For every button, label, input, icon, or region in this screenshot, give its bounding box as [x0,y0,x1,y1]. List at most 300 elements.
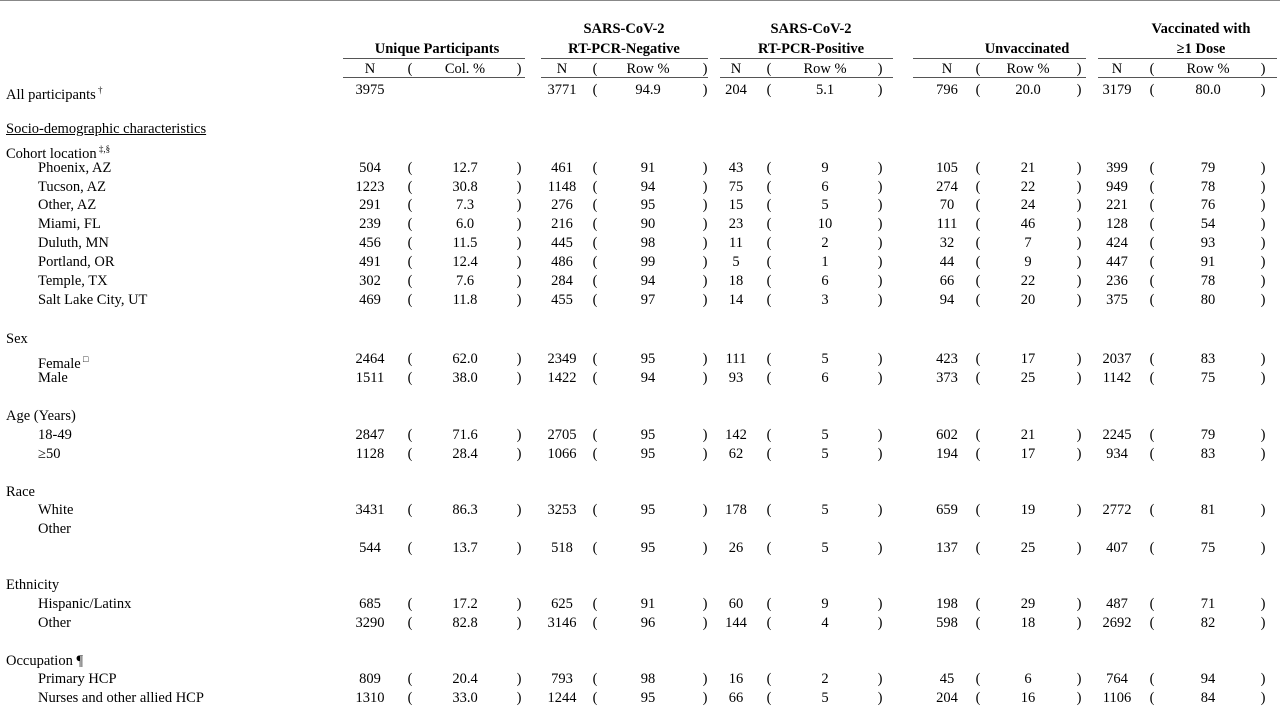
cell-pct: 19 [1020,502,1036,518]
cell-close-paren: ) [702,427,708,443]
cell-close-paren: ) [877,671,883,687]
cell-pct: 79 [1200,427,1216,443]
cell-open-paren: ( [407,370,413,386]
cell-open-paren: ( [766,596,772,612]
cell-n: 204 [725,82,747,98]
cell-close-paren: ) [1260,615,1266,631]
cell-pct: 9 [1024,254,1032,270]
cell-close-paren: ) [516,690,522,706]
cell-open-paren: ( [1149,235,1155,251]
row-label: Tucson, AZ [38,179,106,195]
cell-n: 602 [936,427,958,443]
cell-open-paren: ( [766,82,772,98]
cell-pct: 62.0 [452,351,478,367]
cell-close-paren: ) [702,273,708,289]
cell-close-paren: ) [1260,690,1266,706]
cell-n: 934 [1106,446,1128,462]
cell-n: 111 [725,351,747,367]
cell-pct: 95 [640,197,656,213]
cell-close-paren: ) [516,216,522,232]
subheader-pct: Row % [1186,61,1230,77]
cell-pct: 7 [1024,235,1032,251]
row-label: Duluth, MN [38,235,109,251]
footnote-marker: † [95,85,103,95]
subheader-pct: Col. % [444,61,486,77]
cell-close-paren: ) [1260,273,1266,289]
cell-close-paren: ) [1260,446,1266,462]
cell-n: 2464 [355,351,385,367]
cell-pct: 5 [821,427,829,443]
cell-pct: 81 [1200,502,1216,518]
cell-pct: 99 [640,254,656,270]
cell-n: 2847 [355,427,385,443]
footnote-marker: ‡,§ [96,144,111,154]
cell-n: 375 [1106,292,1128,308]
cell-open-paren: ( [766,690,772,706]
cell-open-paren: ( [592,370,598,386]
cell-pct: 11.5 [452,235,478,251]
subheader-underline [343,77,525,78]
subheader-pct: Row % [803,61,847,77]
row-label: Age (Years) [6,408,76,424]
cell-open-paren: ( [1149,351,1155,367]
cell-n: 44 [939,254,955,270]
group-underline [1098,58,1277,59]
cell-close-paren: ) [877,254,883,270]
cell-close-paren: ) [702,216,708,232]
cell-open-paren: ( [592,216,598,232]
cell-pct: 71.6 [452,427,478,443]
cell-n: 625 [551,596,573,612]
cell-open-paren: ( [592,160,598,176]
subheader-open-paren: ( [975,61,981,77]
cell-close-paren: ) [1076,179,1082,195]
cell-close-paren: ) [702,351,708,367]
cell-close-paren: ) [516,615,522,631]
cell-close-paren: ) [516,292,522,308]
cell-n: 1422 [547,370,577,386]
cell-n: 3253 [547,502,577,518]
cell-open-paren: ( [592,273,598,289]
cell-pct: 95 [640,351,656,367]
cell-open-paren: ( [975,351,981,367]
cell-close-paren: ) [702,82,708,98]
cell-close-paren: ) [877,351,883,367]
cell-open-paren: ( [766,540,772,556]
group-header-line1: SARS-CoV-2 [770,21,852,37]
cell-close-paren: ) [516,446,522,462]
cell-pct: 29 [1020,596,1036,612]
cell-pct: 22 [1020,273,1036,289]
cell-open-paren: ( [975,179,981,195]
cell-close-paren: ) [1260,254,1266,270]
cell-pct: 22 [1020,179,1036,195]
cell-open-paren: ( [1149,427,1155,443]
cell-open-paren: ( [975,273,981,289]
cell-close-paren: ) [1260,427,1266,443]
cell-open-paren: ( [766,427,772,443]
cell-n: 291 [359,197,381,213]
cell-n: 793 [551,671,573,687]
cell-open-paren: ( [407,254,413,270]
cell-n: 94 [939,292,955,308]
group-header-line2: Unique Participants [374,41,500,57]
row-label: Primary HCP [38,671,117,687]
cell-close-paren: ) [1260,292,1266,308]
row-label: Portland, OR [38,254,115,270]
cell-pct: 18 [1020,615,1036,631]
cell-n: 1244 [547,690,577,706]
cell-close-paren: ) [1076,197,1082,213]
group-header-line2: ≥1 Dose [1176,41,1226,57]
cell-pct: 30.8 [452,179,478,195]
cell-n: 5 [732,254,740,270]
cell-close-paren: ) [1076,254,1082,270]
cell-close-paren: ) [1076,370,1082,386]
cell-close-paren: ) [702,671,708,687]
cell-close-paren: ) [516,235,522,251]
cell-pct: 11.8 [452,292,478,308]
cell-n: 70 [939,197,955,213]
cell-pct: 16 [1020,690,1036,706]
cell-close-paren: ) [702,160,708,176]
cell-close-paren: ) [877,216,883,232]
cell-pct: 25 [1020,540,1036,556]
cell-pct: 3 [821,292,829,308]
cell-n: 469 [359,292,381,308]
cell-close-paren: ) [516,596,522,612]
row-label: All participants † [6,85,103,103]
cell-open-paren: ( [766,502,772,518]
cell-open-paren: ( [975,540,981,556]
cell-close-paren: ) [516,254,522,270]
cell-close-paren: ) [1260,671,1266,687]
cell-n: 1148 [547,179,577,195]
cell-n: 32 [939,235,955,251]
cell-n: 2245 [1102,427,1132,443]
cell-open-paren: ( [1149,615,1155,631]
cell-pct: 86.3 [452,502,478,518]
cell-close-paren: ) [877,690,883,706]
cell-open-paren: ( [1149,254,1155,270]
cell-open-paren: ( [766,671,772,687]
cell-close-paren: ) [702,690,708,706]
cell-open-paren: ( [1149,502,1155,518]
cell-close-paren: ) [702,502,708,518]
cell-n: 1106 [1102,690,1132,706]
group-header-line1: SARS-CoV-2 [583,21,665,37]
cell-n: 3146 [547,615,577,631]
group-header-line2: Unvaccinated [984,41,1070,57]
cell-close-paren: ) [877,502,883,518]
cell-open-paren: ( [592,197,598,213]
cell-pct: 97 [640,292,656,308]
cell-n: 2705 [547,427,577,443]
cell-pct: 75 [1200,540,1216,556]
cell-pct: 2 [821,671,829,687]
cell-pct: 90 [640,216,656,232]
cell-pct: 24 [1020,197,1036,213]
cell-n: 491 [359,254,381,270]
subheader-n: N [556,61,568,77]
cell-n: 504 [359,160,381,176]
group-header-line1: Vaccinated with [1151,21,1251,37]
subheader-underline [720,77,893,78]
cell-pct: 83 [1200,446,1216,462]
cell-n: 949 [1106,179,1128,195]
cell-n: 23 [728,216,744,232]
row-label: Phoenix, AZ [38,160,112,176]
cell-n: 128 [1106,216,1128,232]
cell-n: 3771 [547,82,577,98]
cell-n: 62 [728,446,744,462]
cell-open-paren: ( [975,216,981,232]
cell-close-paren: ) [877,370,883,386]
cell-n: 486 [551,254,573,270]
cell-close-paren: ) [1260,160,1266,176]
cell-pct: 95 [640,446,656,462]
cell-open-paren: ( [592,351,598,367]
cell-pct: 84 [1200,690,1216,706]
cell-n: 373 [936,370,958,386]
cell-close-paren: ) [1260,502,1266,518]
cell-pct: 82.8 [452,615,478,631]
cell-close-paren: ) [1260,235,1266,251]
cell-close-paren: ) [877,446,883,462]
row-label: Hispanic/Latinx [38,596,132,612]
cell-close-paren: ) [1260,596,1266,612]
cell-open-paren: ( [592,446,598,462]
cell-open-paren: ( [975,197,981,213]
cell-pct: 91 [1200,254,1216,270]
cell-open-paren: ( [975,292,981,308]
cell-pct: 1 [821,254,829,270]
cell-close-paren: ) [877,179,883,195]
cell-close-paren: ) [1260,197,1266,213]
cell-open-paren: ( [407,427,413,443]
cell-close-paren: ) [877,615,883,631]
row-label: 18-49 [38,427,72,443]
cell-pct: 80.0 [1195,82,1221,98]
cell-pct: 98 [640,671,656,687]
cell-pct: 9 [821,160,829,176]
cell-n: 1310 [355,690,385,706]
row-label: Other, AZ [38,197,97,213]
cell-close-paren: ) [877,235,883,251]
cell-close-paren: ) [877,427,883,443]
cell-pct: 91 [640,160,656,176]
cell-close-paren: ) [877,82,883,98]
subheader-underline [913,77,1086,78]
cell-n: 3975 [355,82,385,98]
cell-close-paren: ) [1076,540,1082,556]
cell-n: 487 [1106,596,1128,612]
cell-close-paren: ) [1076,292,1082,308]
cell-open-paren: ( [1149,370,1155,386]
subheader-underline [1098,77,1277,78]
cell-close-paren: ) [516,179,522,195]
cell-open-paren: ( [407,197,413,213]
cell-n: 3290 [355,615,385,631]
subheader-close-paren: ) [877,61,883,77]
cell-n: 3431 [355,502,385,518]
cell-pct: 71 [1200,596,1216,612]
cell-pct: 28.4 [452,446,478,462]
cell-n: 2037 [1102,351,1132,367]
cell-pct: 94 [1200,671,1216,687]
cell-close-paren: ) [1076,502,1082,518]
cell-n: 447 [1106,254,1128,270]
cell-n: 302 [359,273,381,289]
cell-n: 105 [936,160,958,176]
cell-close-paren: ) [1076,615,1082,631]
row-label: Ethnicity [6,577,60,593]
cell-open-paren: ( [1149,197,1155,213]
cell-open-paren: ( [975,254,981,270]
cell-pct: 54 [1200,216,1216,232]
row-label: Other [38,521,72,537]
cell-close-paren: ) [1260,540,1266,556]
row-label: Miami, FL [38,216,101,232]
cell-n: 1223 [355,179,385,195]
cell-n: 75 [728,179,744,195]
subheader-open-paren: ( [1149,61,1155,77]
cell-open-paren: ( [766,254,772,270]
group-underline [343,58,525,59]
cell-open-paren: ( [766,292,772,308]
cell-n: 796 [936,82,958,98]
subheader-open-paren: ( [766,61,772,77]
cell-close-paren: ) [1260,370,1266,386]
top-border [0,0,1280,1]
cell-pct: 96 [640,615,656,631]
cell-open-paren: ( [1149,179,1155,195]
subheader-close-paren: ) [702,61,708,77]
cell-pct: 5.1 [815,82,835,98]
cell-pct: 78 [1200,179,1216,195]
row-label: Salt Lake City, UT [38,292,148,308]
cell-close-paren: ) [702,254,708,270]
cell-pct: 13.7 [452,540,478,556]
cell-pct: 6 [821,370,829,386]
cell-open-paren: ( [766,370,772,386]
cell-n: 3179 [1102,82,1132,98]
cell-close-paren: ) [1076,82,1082,98]
row-label: ≥50 [38,446,61,462]
cell-n: 142 [725,427,747,443]
cell-close-paren: ) [1260,179,1266,195]
cell-n: 137 [936,540,958,556]
group-underline [720,58,893,59]
cell-n: 456 [359,235,381,251]
cell-pct: 5 [821,540,829,556]
cell-close-paren: ) [702,292,708,308]
cell-n: 239 [359,216,381,232]
cell-n: 445 [551,235,573,251]
cell-pct: 17.2 [452,596,478,612]
cell-pct: 94 [640,179,656,195]
cell-n: 216 [551,216,573,232]
row-label: Sex [6,331,28,347]
cell-pct: 6.0 [455,216,475,232]
cell-close-paren: ) [1076,690,1082,706]
group-underline [913,58,1086,59]
cell-n: 11 [729,235,743,251]
cell-close-paren: ) [1076,671,1082,687]
cell-open-paren: ( [1149,690,1155,706]
subheader-close-paren: ) [516,61,522,77]
cell-n: 399 [1106,160,1128,176]
cell-n: 659 [936,502,958,518]
cell-close-paren: ) [516,370,522,386]
cell-close-paren: ) [702,596,708,612]
cell-pct: 76 [1200,197,1216,213]
row-label: Nurses and other allied HCP [38,690,204,706]
cell-pct: 75 [1200,370,1216,386]
cell-open-paren: ( [592,690,598,706]
cell-pct: 79 [1200,160,1216,176]
cell-close-paren: ) [516,160,522,176]
row-label: Male [38,370,68,386]
cell-pct: 9 [821,596,829,612]
cell-close-paren: ) [1076,351,1082,367]
subheader-underline [541,77,708,78]
cell-open-paren: ( [407,615,413,631]
cell-open-paren: ( [975,596,981,612]
cell-n: 407 [1106,540,1128,556]
row-label: Occupation ¶ [6,653,84,669]
group-underline [541,58,708,59]
cell-open-paren: ( [975,446,981,462]
cell-pct: 21 [1020,427,1036,443]
cell-open-paren: ( [592,596,598,612]
cell-close-paren: ) [1260,216,1266,232]
cell-n: 26 [728,540,744,556]
row-label: Female □ [38,354,89,372]
cell-close-paren: ) [702,370,708,386]
cell-pct: 83 [1200,351,1216,367]
row-label: Other [38,615,72,631]
cell-close-paren: ) [516,351,522,367]
cell-n: 1128 [355,446,385,462]
cell-pct: 6 [1024,671,1032,687]
subheader-n: N [364,61,376,77]
cell-open-paren: ( [1149,216,1155,232]
cell-close-paren: ) [702,235,708,251]
cell-n: 598 [936,615,958,631]
cell-n: 66 [939,273,955,289]
cell-close-paren: ) [702,615,708,631]
row-label: Socio-demographic characteristics [6,121,207,137]
cell-pct: 5 [821,502,829,518]
cell-pct: 93 [1200,235,1216,251]
cell-n: 544 [359,540,381,556]
cell-n: 764 [1106,671,1128,687]
cell-n: 16 [728,671,744,687]
cell-pct: 17 [1020,446,1036,462]
cell-close-paren: ) [702,446,708,462]
cell-pct: 12.7 [452,160,478,176]
cell-open-paren: ( [592,179,598,195]
cell-pct: 38.0 [452,370,478,386]
cell-pct: 80 [1200,292,1216,308]
cell-n: 66 [728,690,744,706]
cell-open-paren: ( [407,273,413,289]
cell-n: 204 [936,690,958,706]
subheader-n: N [730,61,742,77]
cell-n: 455 [551,292,573,308]
cell-pct: 6 [821,179,829,195]
